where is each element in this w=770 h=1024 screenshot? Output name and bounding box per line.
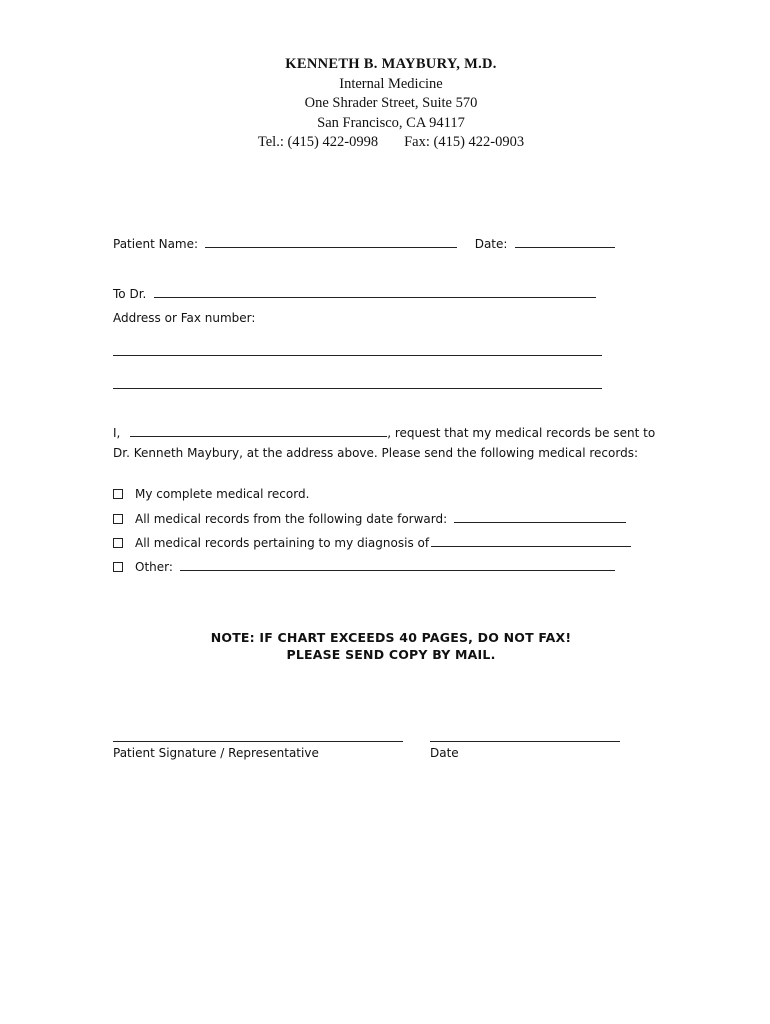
date-label: Date: [474,237,508,251]
date-field[interactable] [515,235,615,248]
option-label: All medical records from the following date forward: [135,512,448,526]
diagnosis-field[interactable] [431,534,631,547]
to-dr-field[interactable] [154,285,596,298]
telephone: Tel.: (415) 422-0998 [257,134,379,150]
checkbox-diagnosis[interactable] [113,538,123,548]
request-suffix: , request that my medical records be sent to [387,426,656,440]
checkbox-complete-record[interactable] [113,489,123,499]
specialty: Internal Medicine [339,75,443,92]
contact-line [0,133,770,153]
fax-note [0,629,770,663]
option-date-forward [113,510,626,527]
to-dr-row [113,285,596,302]
signature-field[interactable] [113,741,403,742]
option-diagnosis [113,534,631,551]
option-label: All medical records pertaining to my diagnosis of [135,536,430,550]
option-complete-record [113,486,309,502]
signature-label: Patient Signature / Representative [113,746,319,760]
requester-name-field[interactable] [130,424,387,437]
option-other [113,558,615,575]
request-row [113,424,655,441]
patient-name-row [113,235,615,252]
address-fax-label: Address or Fax number: [113,311,256,325]
note-line-2: PLEASE SEND COPY BY MAIL. [286,647,496,662]
to-dr-label: To Dr. [113,287,147,301]
address-line-1: One Shrader Street, Suite 570 [304,95,478,111]
signature-date-field[interactable] [430,741,620,742]
address-line-2: San Francisco, CA 94117 [317,114,465,131]
patient-name-label: Patient Name: [113,237,199,251]
other-field[interactable] [180,558,615,571]
note-line-1: NOTE: IF CHART EXCEEDS 40 PAGES, DO NOT FAX! [210,630,572,645]
signature-date-label: Date [430,746,459,760]
request-line-2: Dr. Kenneth Maybury, at the address above. Please send the following medical records: [113,446,638,460]
date-forward-field[interactable] [454,510,626,523]
patient-name-field[interactable] [205,235,457,248]
address-line-field-2[interactable] [113,388,602,389]
address-line-field-1[interactable] [113,355,602,356]
checkbox-date-forward[interactable] [113,514,123,524]
letterhead [0,55,770,153]
option-label: Other: [135,560,173,574]
doctor-name: KENNETH B. MAYBURY, M.D. [285,56,497,72]
fax: Fax: (415) 422-0903 [404,134,525,150]
request-prefix: I, [113,426,121,440]
option-label: My complete medical record. [135,487,310,501]
checkbox-other[interactable] [113,562,123,572]
